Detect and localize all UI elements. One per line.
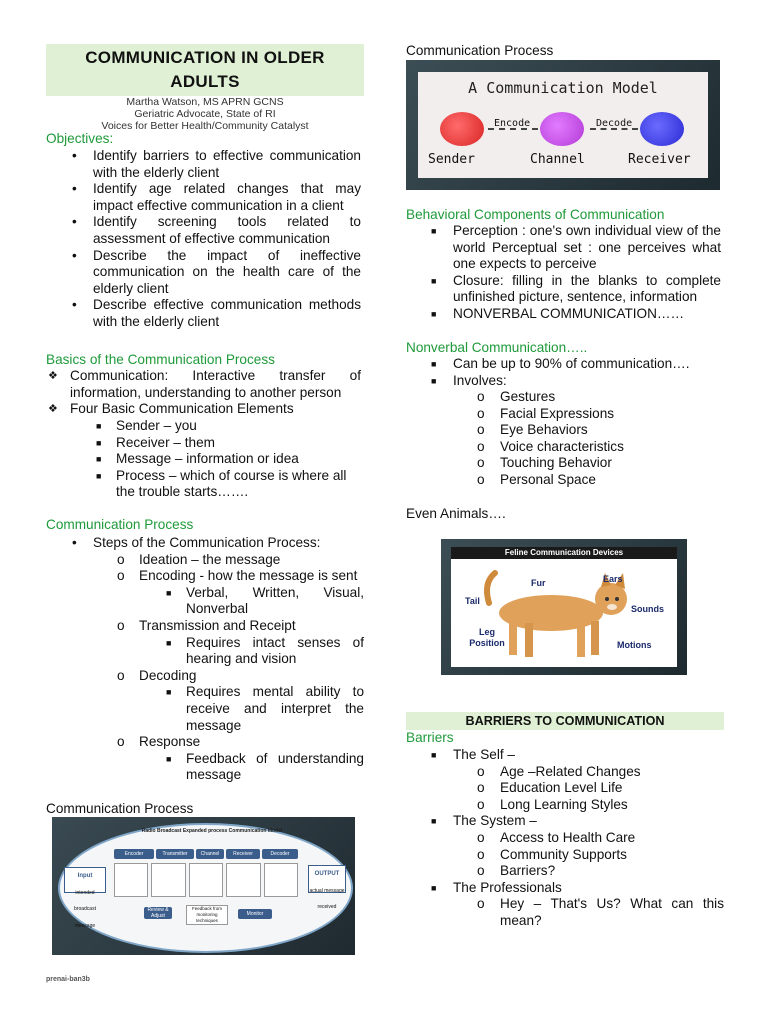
- element-item: ■ Process – which of course is where all the trouble starts…….: [96, 467, 347, 500]
- author-name: Martha Watson, MS APRN GCNS: [126, 96, 284, 108]
- step-item: o Decoding: [117, 667, 197, 683]
- nonverbal-item: ■ Can be up to 90% of communication….: [431, 356, 690, 371]
- behavioral-item: ■ Perception : one's own individual view of the world Perceptual set : one perceives what one expects to perceive: [431, 223, 721, 272]
- receiver-circle: [640, 112, 684, 146]
- nonverbal-item: ■ Involves:: [431, 372, 507, 388]
- receiver-label: Receiver: [628, 152, 691, 167]
- basics-heading: Basics of the Communication Process: [46, 352, 275, 367]
- radio-broadcast-diagram: [52, 817, 355, 955]
- objective-item: • Describe effective communication methods with the elderly client: [72, 297, 361, 329]
- process-heading: Communication Process: [46, 517, 194, 532]
- step-item: o Response: [117, 734, 201, 750]
- objective-item: • Identify screening tools related to assessment of effective communication: [72, 214, 361, 246]
- channel-label: Channel: [530, 152, 585, 167]
- barriers-list: [406, 747, 724, 930]
- sender-circle: [440, 112, 484, 146]
- feline-label-tail: Tail: [465, 596, 480, 606]
- title-line-2: ADULTS: [170, 72, 240, 91]
- barriers-banner: BARRIERS TO COMMUNICATION: [406, 712, 724, 730]
- process-steps: [46, 535, 364, 784]
- title-line-1: COMMUNICATION IN OLDER: [85, 48, 325, 67]
- involves-item: o Personal Space: [477, 471, 596, 487]
- barrier-item: o Hey – That's Us? What can this mean?: [477, 896, 724, 928]
- model-card: [418, 72, 708, 178]
- objectives-list: [46, 148, 361, 331]
- decode-arrow: [590, 128, 638, 130]
- barrier-item: o Barriers?: [477, 863, 556, 879]
- author-role: Geriatric Advocate, State of RI: [134, 108, 276, 120]
- objective-item: • Describe the impact of ineffective communication on the health care of the elderly client: [72, 247, 361, 296]
- sender-label: Sender: [428, 152, 475, 167]
- step-sub-item: ■ Requires mental ability to receive and interpret the message: [166, 684, 364, 733]
- element-item: ■ Sender – you: [96, 418, 197, 433]
- step-sub-item: ■ Verbal, Written, Visual, Nonverbal: [166, 584, 364, 617]
- diagram-input: Input intended broadcast message: [64, 867, 106, 893]
- encode-label: Encode: [494, 118, 531, 129]
- basics-item: ❖ Four Basic Communication Elements: [48, 401, 294, 417]
- feline-title: Feline Communication Devices: [451, 547, 677, 559]
- diagram-box-channel: Channel: [196, 849, 224, 859]
- channel-circle: [540, 112, 584, 146]
- barrier-item: o Access to Health Care: [477, 829, 636, 845]
- barrier-item: o Community Supports: [477, 846, 627, 862]
- barrier-group: ■ The System –: [431, 813, 537, 829]
- objectives-heading: Objectives:: [46, 131, 114, 146]
- behavioral-item: ■ NONVERBAL COMMUNICATION……: [431, 305, 685, 321]
- involves-item: o Touching Behavior: [477, 455, 612, 471]
- objective-item: • Identify age related changes that may impact effective communication in a client: [72, 181, 361, 213]
- diagram-box-decoder: Decoder: [262, 849, 298, 859]
- diagram-box-encoder: Encoder: [114, 849, 154, 859]
- feline-label-ears: Ears: [603, 574, 623, 584]
- elements-list: [46, 418, 361, 501]
- element-item: ■ Message – information or idea: [96, 451, 299, 467]
- step-sub-item: ■ Requires intact senses of hearing and vision: [166, 634, 364, 667]
- basics-item: ❖ Communication: Interactive transfer of information, understanding to another person: [48, 368, 361, 400]
- step-item: o Encoding - how the message is sent: [117, 568, 358, 584]
- author-org: Voices for Better Health/Community Catalyst: [101, 120, 309, 132]
- diagram-review: Review & Adjust: [144, 907, 172, 919]
- feline-label-motions: Motions: [617, 640, 652, 650]
- model-caption: Communication Process: [406, 43, 554, 58]
- feline-label-fur: Fur: [531, 578, 546, 588]
- behavioral-list: [406, 223, 721, 323]
- feline-card: [451, 547, 677, 667]
- element-item: ■ Receiver – them: [96, 434, 215, 450]
- diagram-feedback: Feedback from monitoring techniques: [186, 905, 228, 925]
- document-title: [46, 44, 364, 96]
- barrier-group: ■ The Self –: [431, 747, 515, 762]
- involves-item: o Eye Behaviors: [477, 422, 588, 438]
- involves-item: o Gestures: [477, 389, 556, 404]
- diagram-title: Radio Broadcast Expanded process Communication Model: [141, 828, 283, 834]
- communication-model-image: [406, 60, 720, 190]
- footer-text: prenai-ban3b: [46, 976, 90, 983]
- feline-label-leg-position: Leg Position: [469, 627, 505, 648]
- model-title: A Communication Model: [468, 79, 658, 97]
- encode-arrow: [488, 128, 538, 130]
- feline-image: [441, 539, 687, 675]
- step-sub-item: ■ Feedback of understanding message: [166, 750, 364, 783]
- step-item: o Ideation – the message: [117, 551, 281, 567]
- decode-label: Decode: [596, 118, 633, 129]
- animals-text: Even Animals….: [406, 506, 506, 521]
- nonverbal-heading: Nonverbal Communication…..: [406, 340, 588, 355]
- barrier-item: o Education Level Life: [477, 780, 623, 796]
- barrier-item: o Age –Related Changes: [477, 763, 641, 779]
- diagram-box-transmitter: Transmitter: [156, 849, 194, 859]
- objective-item: • Identify barriers to effective communication with the elderly client: [72, 148, 361, 180]
- barrier-group: ■ The Professionals: [431, 879, 562, 895]
- author-block: [46, 96, 364, 132]
- process-caption-bottom: Communication Process: [46, 801, 194, 816]
- steps-label: • Steps of the Communication Process:: [72, 535, 321, 550]
- diagram-descriptions: [114, 863, 298, 897]
- barrier-item: o Long Learning Styles: [477, 796, 628, 812]
- diagram-box-receiver: Receiver: [226, 849, 260, 859]
- diagram-output: OUTPUT actual message received: [308, 865, 346, 893]
- behavioral-item: ■ Closure: filling in the blanks to complete unfinished picture, sentence, information: [431, 272, 721, 305]
- step-item: o Transmission and Receipt: [117, 617, 296, 633]
- diagram-monitor: Monitor: [238, 909, 272, 919]
- barriers-heading: Barriers: [406, 730, 454, 745]
- involves-list: [406, 389, 721, 489]
- involves-item: o Facial Expressions: [477, 405, 615, 421]
- feline-label-sounds: Sounds: [631, 604, 664, 614]
- basics-list: [46, 368, 361, 418]
- behavioral-heading: Behavioral Components of Communication: [406, 207, 665, 222]
- involves-item: o Voice characteristics: [477, 438, 624, 454]
- nonverbal-list: [406, 356, 721, 389]
